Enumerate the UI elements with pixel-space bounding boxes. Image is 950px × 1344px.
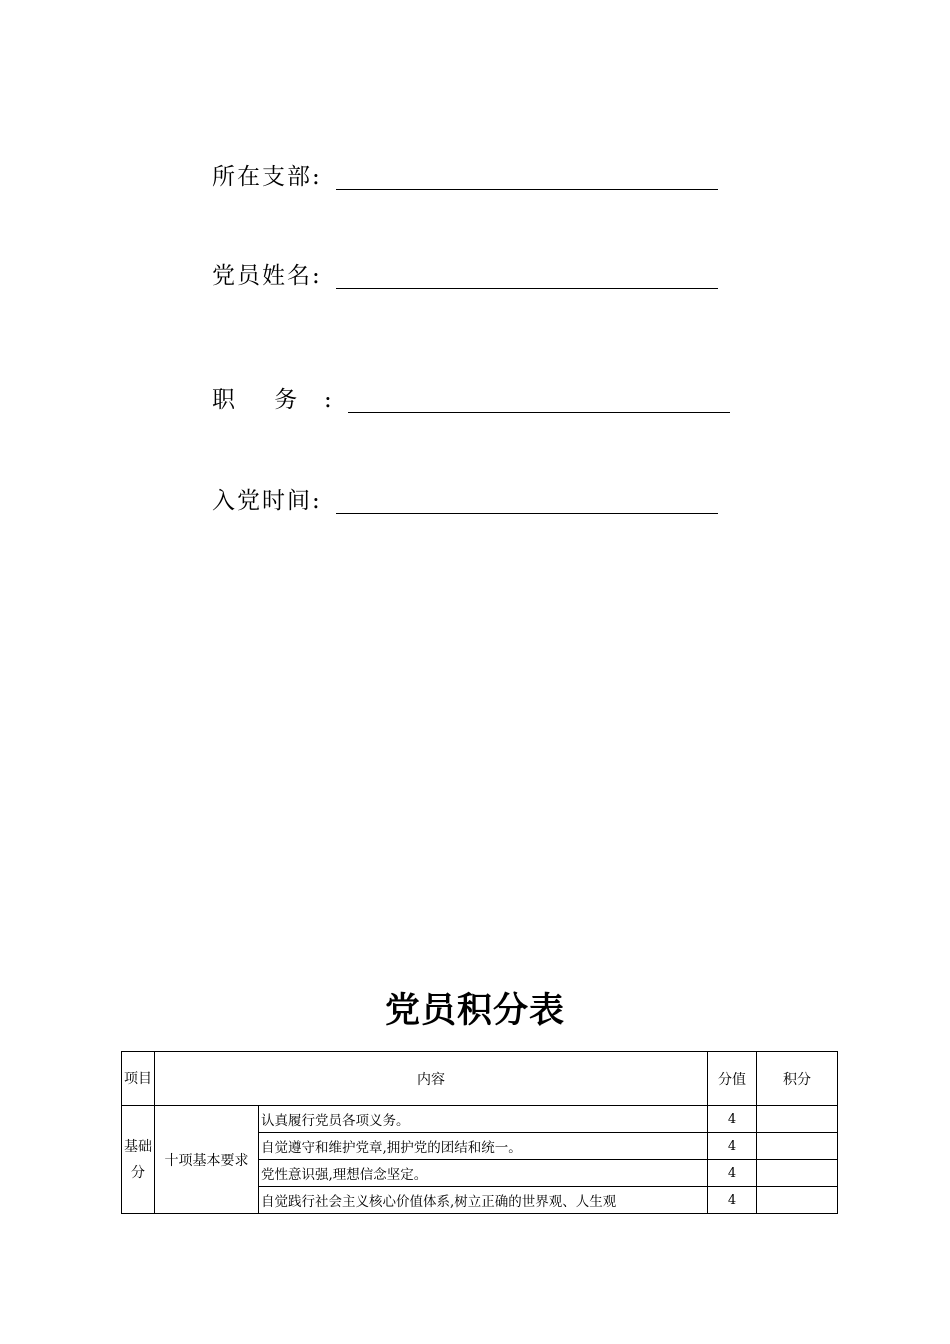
duty-blank-line[interactable] <box>348 388 730 413</box>
row-value: 4 <box>708 1187 757 1214</box>
member-name-blank-line[interactable] <box>336 264 718 289</box>
join-date-field <box>212 484 718 518</box>
row-content: 认真履行党员各项义务。 <box>259 1106 708 1133</box>
member-name-label: 党员姓名 <box>212 263 312 289</box>
subcategory-cell: 十项基本要求 <box>155 1106 259 1214</box>
table-row <box>122 1106 838 1133</box>
header-score: 积分 <box>757 1052 838 1106</box>
duty-field <box>212 383 730 417</box>
join-date-blank-line[interactable] <box>336 489 718 514</box>
row-content: 自觉践行社会主义核心价值体系,树立正确的世界观、人生观 <box>259 1187 708 1214</box>
row-value: 4 <box>708 1106 757 1133</box>
duty-colon: : <box>324 387 332 413</box>
score-table <box>121 1051 838 1214</box>
member-name-field <box>212 259 718 293</box>
header-value: 分值 <box>708 1052 757 1106</box>
row-value: 4 <box>708 1133 757 1160</box>
row-content: 自觉遵守和维护党章,拥护党的团结和统一。 <box>259 1133 708 1160</box>
table-title: 党员积分表 <box>384 990 565 1031</box>
row-value: 4 <box>708 1160 757 1187</box>
duty-label: 职 务 <box>212 387 300 413</box>
header-content: 内容 <box>155 1052 708 1106</box>
header-item: 项目 <box>122 1052 155 1106</box>
row-score-input[interactable] <box>757 1133 838 1160</box>
branch-blank-line[interactable] <box>336 165 718 190</box>
branch-colon: : <box>312 164 320 190</box>
table-header-row <box>122 1052 838 1106</box>
row-score-input[interactable] <box>757 1187 838 1214</box>
row-score-input[interactable] <box>757 1160 838 1187</box>
row-content: 党性意识强,理想信念坚定。 <box>259 1160 708 1187</box>
join-date-colon: : <box>312 488 320 514</box>
row-score-input[interactable] <box>757 1106 838 1133</box>
join-date-label: 入党时间 <box>212 488 312 514</box>
category-cell: 基础分 <box>122 1106 155 1214</box>
branch-label: 所在支部 <box>212 164 312 190</box>
branch-field <box>212 160 718 194</box>
member-name-colon: : <box>312 263 320 289</box>
